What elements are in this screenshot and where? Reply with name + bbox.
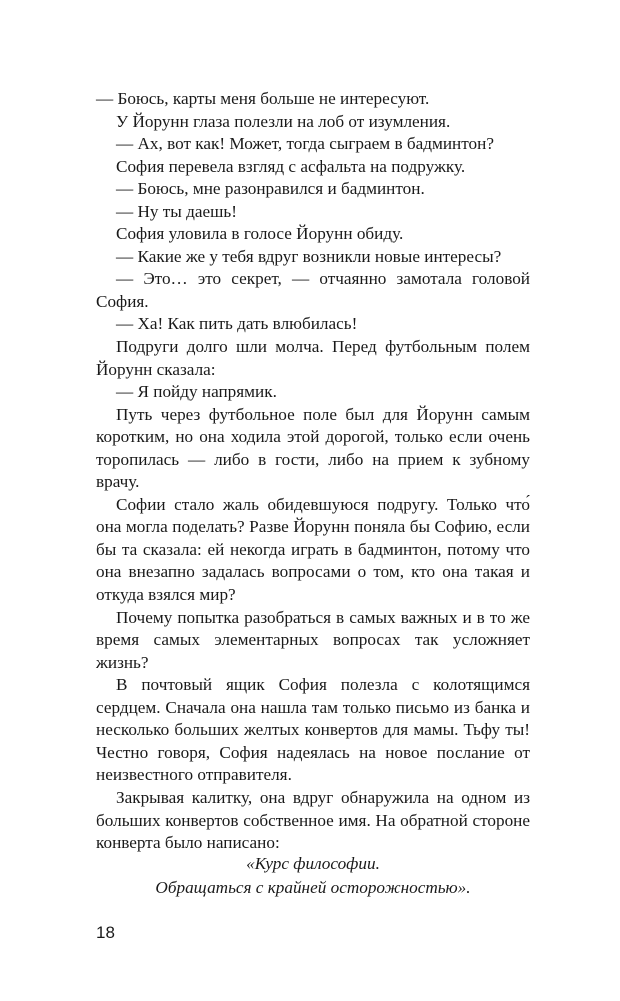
paragraph-7: София уловила в голосе Йорунн обиду. bbox=[116, 224, 404, 244]
paragraph-11: Подруги долго шли молча. Перед футбольным полем Йорунн сказала: bbox=[96, 337, 530, 379]
paragraph-10: — Ха! Как пить дать влюбилась! bbox=[116, 314, 358, 334]
paragraph-2: У Йорунн глаза полезли на лоб от изумления. bbox=[116, 111, 451, 131]
paragraph-14: Софии стало жаль обидевшуюся подругу. Только что́ она могла поделать? Разве Йорунн поняла бы Софию, если бы та сказала: ей некогда играть в бадминтон, потому что она внезапно задалась вопросами о том, кто она такая и откуда взялся мир? bbox=[96, 494, 530, 605]
paragraph-3: — Ах, вот как! Может, тогда сыграем в бадминтон? bbox=[116, 134, 494, 154]
paragraph-5: — Боюсь, мне разонравился и бадминтон. bbox=[116, 179, 425, 199]
paragraph-15: Почему попытка разобраться в самых важных и в то же время самых элементарных вопросах так усложняет жизнь? bbox=[96, 607, 530, 672]
epigraph-line-1: «Курс философии. bbox=[246, 854, 380, 873]
page-number: 18 bbox=[96, 923, 115, 942]
paragraph-1: — Боюсь, карты меня больше не интересуют. bbox=[96, 89, 430, 108]
paragraph-9: — Это… это секрет, — отчаянно замотала головой София. bbox=[96, 269, 530, 311]
paragraph-4: София перевела взгляд с асфальта на подружку. bbox=[116, 156, 466, 176]
epigraph-inscription bbox=[96, 852, 530, 900]
paragraph-16: В почтовый ящик София полезла с колотящимся сердцем. Сначала она нашла там только письмо из банка и несколько больших желтых конвертов для мамы. Тьфу ты! Честно говоря, София надеялась на новое послание от неизвестного отправителя. bbox=[96, 675, 530, 785]
paragraph-13: Путь через футбольное поле был для Йорунн самым коротким, но она ходила этой дорогой, только если очень торопилась — либо в гости, либо на прием к зубному врачу. bbox=[96, 404, 530, 492]
body-text bbox=[96, 88, 530, 855]
paragraph-12: — Я пойду напрямик. bbox=[116, 382, 277, 402]
paragraph-17: Закрывая калитку, она вдруг обнаружила на одном из больших конвертов собственное имя. На обратной стороне конверта было написано: bbox=[96, 787, 530, 853]
paragraph-6: — Ну ты даешь! bbox=[116, 201, 237, 221]
paragraph-8: — Какие же у тебя вдруг возникли новые интересы? bbox=[116, 246, 502, 266]
epigraph-line-2: Обращаться с крайней осторожностью». bbox=[155, 878, 471, 897]
